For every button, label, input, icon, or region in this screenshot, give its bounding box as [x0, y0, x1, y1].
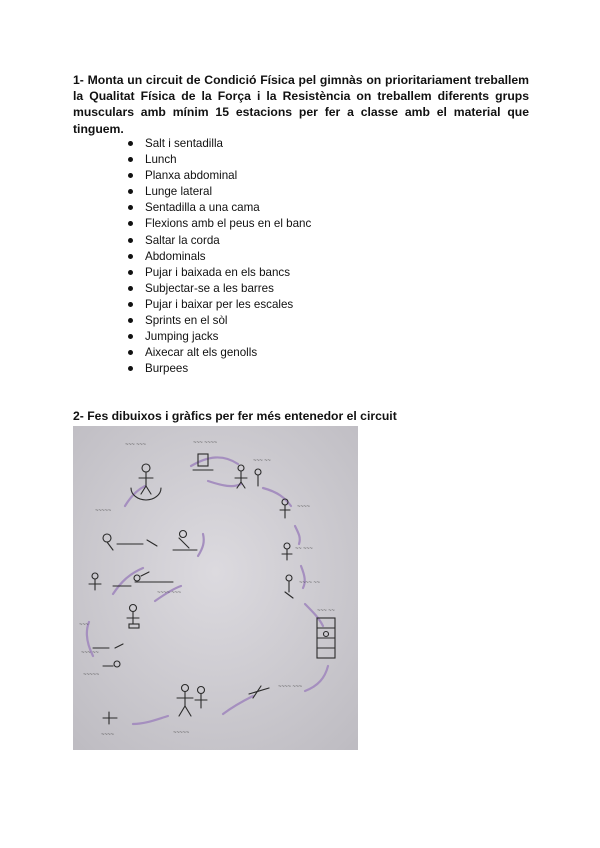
stations-list — [128, 136, 311, 377]
list-item: Saltar la corda — [128, 233, 311, 249]
svg-text:~~~ ~~: ~~~ ~~ — [253, 458, 271, 464]
bullet-icon — [128, 366, 133, 371]
bullet-icon — [128, 157, 133, 162]
svg-text:~~~~ ~~~: ~~~~ ~~~ — [278, 684, 303, 690]
bullet-icon — [128, 334, 133, 339]
list-item: Lunch — [128, 152, 311, 168]
hand-drawn-circuit-illustration — [73, 426, 358, 750]
svg-text:~~~~~: ~~~~~ — [173, 730, 190, 736]
question-2-text: 2- Fes dibuixos i gràfics per fer més entenedor el circuit — [73, 409, 397, 423]
bullet-icon — [128, 270, 133, 275]
bullet-icon — [128, 254, 133, 259]
list-item: Flexions amb el peus en el banc — [128, 216, 311, 232]
svg-text:~~~: ~~~ — [79, 622, 89, 628]
list-item: Sprints en el sòl — [128, 313, 311, 329]
svg-text:~~~~: ~~~~ — [297, 504, 310, 510]
svg-text:~~~~ ~~: ~~~~ ~~ — [299, 580, 320, 586]
bullet-icon — [128, 221, 133, 226]
list-item: Planxa abdominal — [128, 168, 311, 184]
list-item: Abdominals — [128, 249, 311, 265]
bullet-icon — [128, 141, 133, 146]
bullet-icon — [128, 286, 133, 291]
svg-text:~~ ~~~: ~~ ~~~ — [295, 546, 313, 552]
svg-text:~~~~~: ~~~~~ — [95, 508, 112, 514]
svg-text:~~~~: ~~~~ — [101, 732, 114, 738]
svg-text:~~~ ~~: ~~~ ~~ — [81, 650, 99, 656]
bullet-icon — [128, 189, 133, 194]
bullet-icon — [128, 318, 133, 323]
list-item: Lunge lateral — [128, 184, 311, 200]
list-item: Burpees — [128, 361, 311, 377]
svg-text:~~~ ~~~~: ~~~ ~~~~ — [193, 440, 218, 446]
list-item: Pujar i baixada en els bancs — [128, 265, 311, 281]
list-item: Pujar i baixar per les escales — [128, 297, 311, 313]
svg-text:~~~ ~~: ~~~ ~~ — [317, 608, 335, 614]
bullet-icon — [128, 302, 133, 307]
list-item: Subjectar-se a les barres — [128, 281, 311, 297]
list-item: Sentadilla a una cama — [128, 200, 311, 216]
bullet-icon — [128, 205, 133, 210]
bullet-icon — [128, 238, 133, 243]
svg-text:~~~ ~~~: ~~~ ~~~ — [125, 442, 146, 448]
list-item: Salt i sentadilla — [128, 136, 311, 152]
svg-text:~~~~~: ~~~~~ — [83, 672, 100, 678]
circuit-drawing-photo — [73, 426, 358, 750]
list-item: Jumping jacks — [128, 329, 311, 345]
bullet-icon — [128, 173, 133, 178]
question-1-text: 1- Monta un circuit de Condició Física pel gimnàs on prioritariament treballem la Qualitat Física de la Força i la Resistència on treballem diferents grups musculars amb mínim 15 estacions per fer a classe amb el material que tinguem. — [73, 73, 529, 136]
svg-text:~~~~ ~~~: ~~~~ ~~~ — [157, 590, 182, 596]
bullet-icon — [128, 350, 133, 355]
list-item: Aixecar alt els genolls — [128, 345, 311, 361]
